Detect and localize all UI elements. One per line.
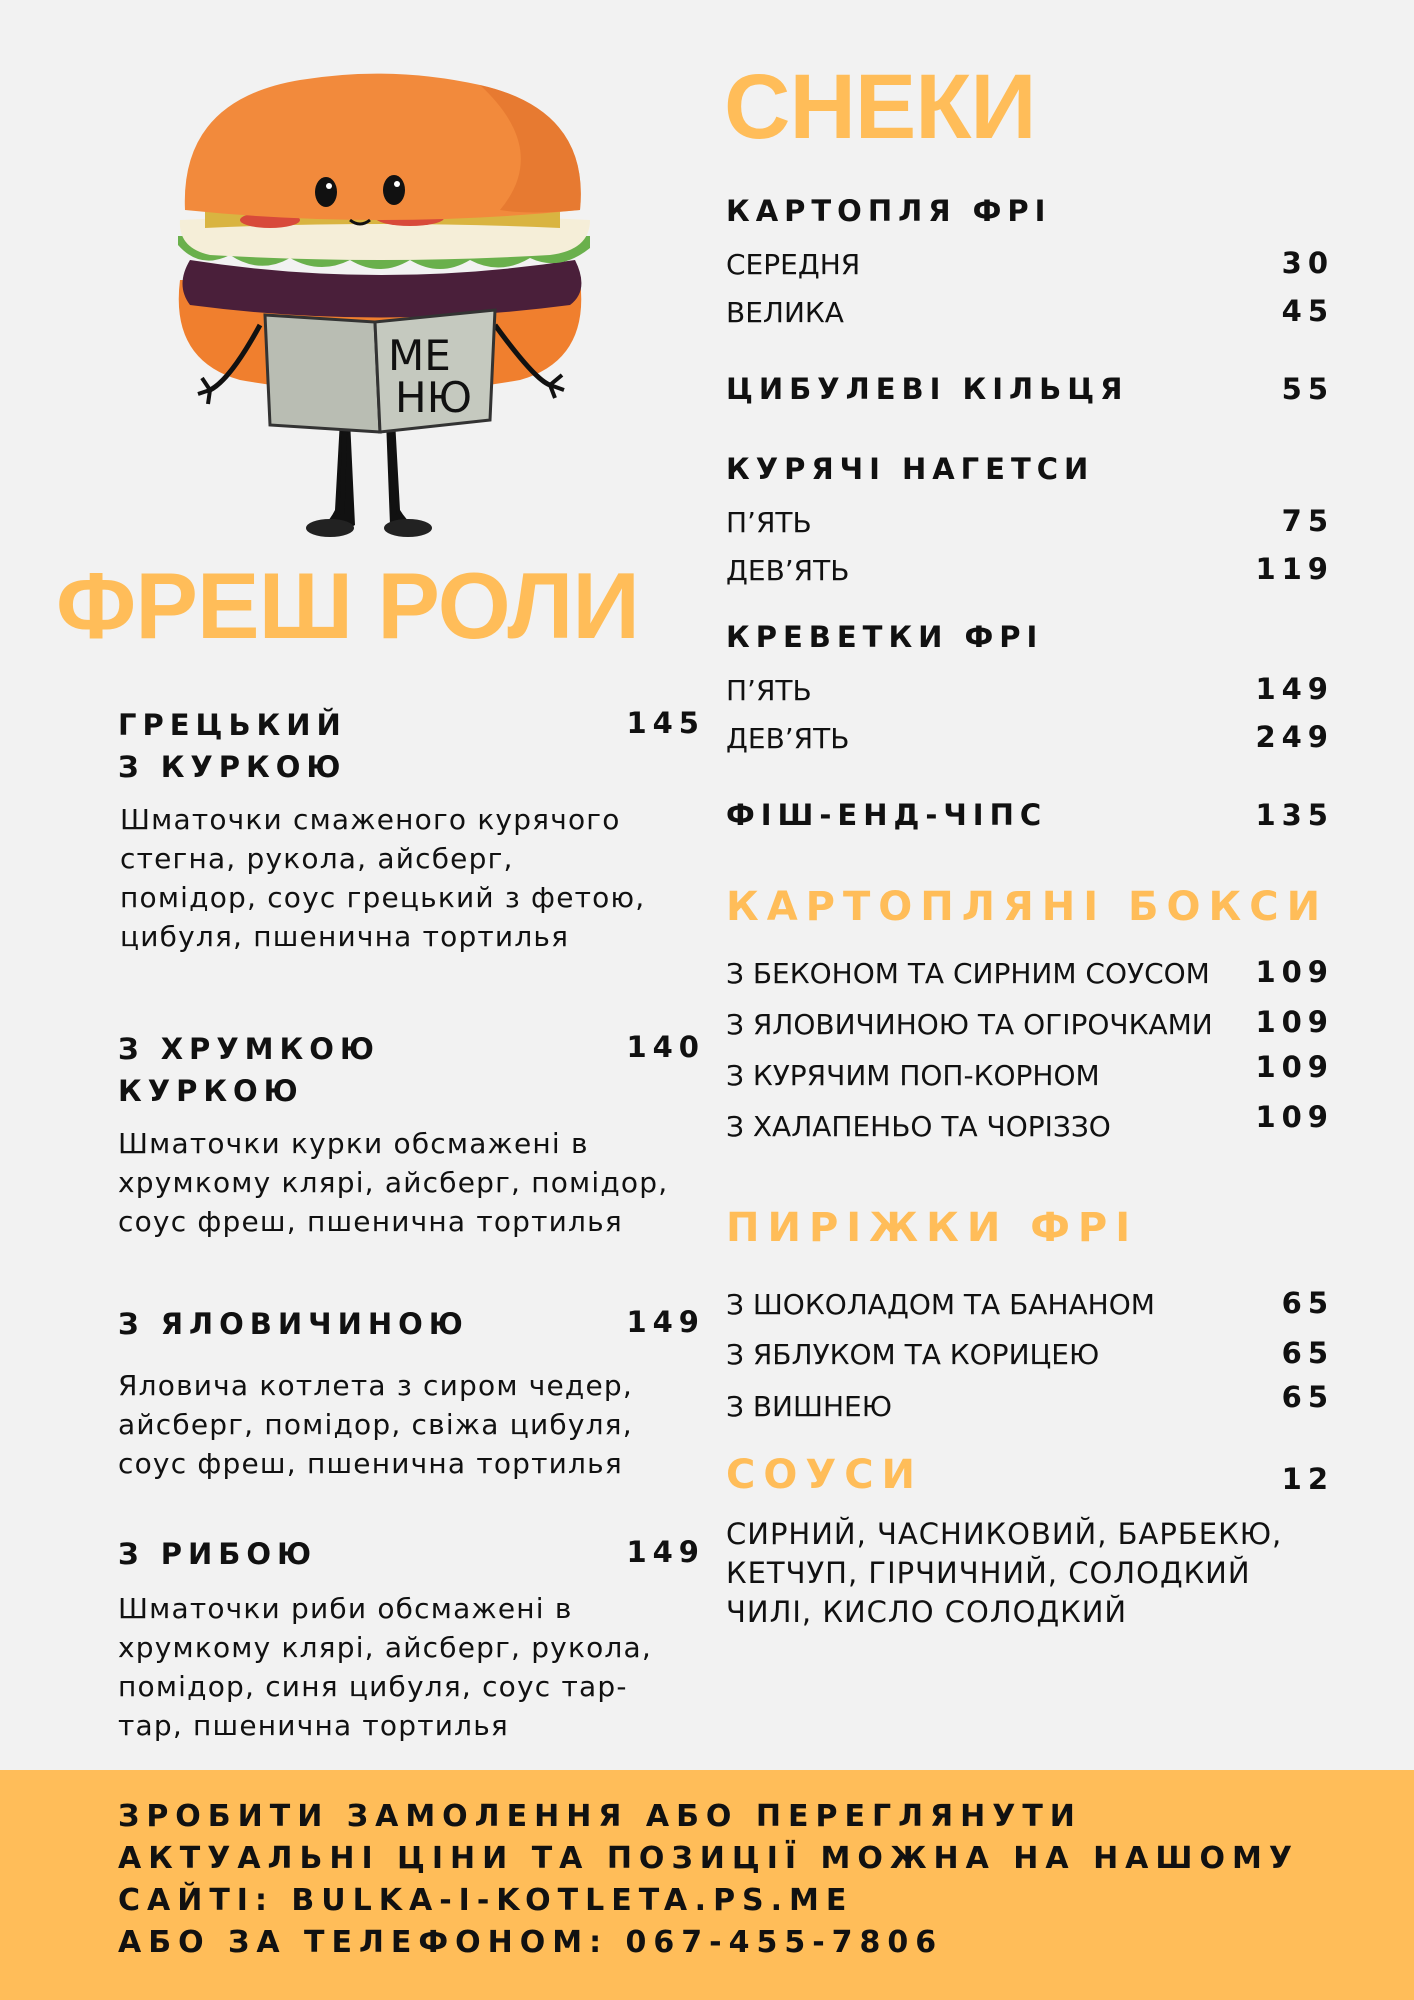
roll-price: 149	[626, 1305, 705, 1339]
shrimp-heading: КРЕВЕТКИ ФРІ	[726, 620, 1044, 654]
nuggets-five-label: П’ЯТЬ	[726, 506, 812, 539]
onion-rings-price: 55	[1281, 372, 1334, 406]
roll-description-line: айсберг, помідор, свіжа цибуля,	[118, 1408, 633, 1441]
pie-item-name: З ЯБЛУКОМ ТА КОРИЦЕЮ	[726, 1338, 1100, 1371]
sauces-list-line: КЕТЧУП, ГІРЧИЧНИЙ, СОЛОДКИЙ	[726, 1556, 1251, 1590]
roll-name-line: З ХРУМКОЮ	[118, 1032, 380, 1066]
pie-item-name: З ВИШНЕЮ	[726, 1390, 892, 1423]
roll-description	[120, 800, 680, 956]
snacks-title: СНЕКИ	[724, 56, 1036, 158]
roll-name: З РИБОЮ	[118, 1537, 318, 1571]
nuggets-nine-price: 119	[1255, 552, 1334, 586]
sauces-list	[726, 1515, 1326, 1632]
roll-description-line: соус фреш, пшенична тортилья	[118, 1447, 623, 1480]
potato-box-item-name: З БЕКОНОМ ТА СИРНИМ СОУСОМ	[726, 957, 1210, 990]
roll-name: З ЯЛОВИЧИНОЮ	[118, 1307, 469, 1341]
potato-box-item-name: З ХАЛАПЕНЬО ТА ЧОРІЗЗО	[726, 1110, 1111, 1143]
roll-description-line: Шматочки риби обсмажені в	[118, 1592, 573, 1625]
roll-description-line: Яловича котлета з сиром чедер,	[118, 1369, 633, 1402]
footer-website: САЙТІ: BULKA-I-KOTLETA.PS.ME	[118, 1883, 854, 1918]
roll-description-line: помідор, соус грецький з фетою,	[120, 881, 646, 914]
potato-box-item-name: З ЯЛОВИЧИНОЮ ТА ОГІРОЧКАМИ	[726, 1008, 1213, 1041]
potato-box-item-price: 109	[1255, 955, 1334, 989]
burger-mascot-illustration	[150, 60, 620, 560]
fries-medium-price: 30	[1281, 246, 1334, 280]
potato-box-item-price: 109	[1255, 1050, 1334, 1084]
footer-line: ЗРОБИТИ ЗАМОЛЕННЯ АБО ПЕРЕГЛЯНУТИ	[118, 1799, 1082, 1834]
roll-description	[118, 1366, 678, 1483]
shrimp-nine-label: ДЕВ’ЯТЬ	[726, 722, 850, 755]
fish-chips-heading: ФІШ-ЕНД-ЧІПС	[726, 798, 1048, 832]
roll-description-line: Шматочки курки обсмажені в	[118, 1127, 589, 1160]
roll-description-line: хрумкому клярі, айсберг, рукола,	[118, 1631, 652, 1664]
potato-box-item-price: 109	[1255, 1100, 1334, 1134]
fresh-rolls-title: ФРЕШ РОЛИ	[56, 553, 639, 658]
roll-description	[118, 1589, 678, 1745]
menu-sign-text-1: МЕ	[388, 331, 451, 380]
pie-item-price: 65	[1281, 1286, 1334, 1320]
roll-description	[118, 1124, 678, 1241]
sauces-title: СОУСИ	[726, 1452, 924, 1498]
fries-medium-label: СЕРЕДНЯ	[726, 248, 861, 281]
nuggets-nine-label: ДЕВ’ЯТЬ	[726, 554, 850, 587]
fries-large-label: ВЕЛИКА	[726, 296, 844, 329]
roll-price: 149	[626, 1535, 705, 1569]
potato-box-item-name: З КУРЯЧИМ ПОП-КОРНОМ	[726, 1059, 1100, 1092]
pie-item-name: З ШОКОЛАДОМ ТА БАНАНОМ	[726, 1288, 1155, 1321]
roll-name-line: ГРЕЦЬКИЙ	[118, 708, 347, 742]
onion-rings-heading: ЦИБУЛЕВІ КІЛЬЦЯ	[726, 372, 1129, 406]
pie-item-price: 65	[1281, 1336, 1334, 1370]
sauces-list-line: ЧИЛІ, КИСЛО СОЛОДКИЙ	[726, 1595, 1128, 1629]
footer-line: АКТУАЛЬНІ ЦІНИ ТА ПОЗИЦІЇ МОЖНА НА НАШОМУ	[118, 1841, 1299, 1876]
roll-description-line: хрумкому клярі, айсберг, помідор,	[118, 1166, 669, 1199]
menu-sign-text-2: НЮ	[395, 373, 472, 422]
roll-name-line: З КУРКОЮ	[118, 750, 347, 784]
fries-large-price: 45	[1281, 294, 1334, 328]
sauces-list-line: СИРНИЙ, ЧАСНИКОВИЙ, БАРБЕКЮ,	[726, 1517, 1283, 1551]
sauces-price: 12	[1281, 1462, 1334, 1496]
roll-description-line: Шматочки смаженого курячого	[120, 803, 621, 836]
nuggets-five-price: 75	[1281, 504, 1334, 538]
footer-phone: АБО ЗА ТЕЛЕФОНОМ: 067-455-7806	[118, 1925, 944, 1960]
fries-heading: КАРТОПЛЯ ФРІ	[726, 194, 1052, 228]
shrimp-nine-price: 249	[1255, 720, 1334, 754]
nuggets-heading: КУРЯЧІ НАГЕТСИ	[726, 452, 1095, 486]
roll-name	[118, 1028, 380, 1112]
pies-title: ПИРІЖКИ ФРІ	[726, 1205, 1139, 1251]
roll-price: 145	[626, 706, 705, 740]
pie-item-price: 65	[1281, 1380, 1334, 1414]
roll-name-line: КУРКОЮ	[118, 1074, 304, 1108]
roll-name	[118, 704, 347, 788]
roll-description-line: тар, пшенична тортилья	[118, 1709, 509, 1742]
roll-description-line: соус фреш, пшенична тортилья	[118, 1205, 623, 1238]
roll-description-line: помідор, синя цибуля, соус тар-	[118, 1670, 628, 1703]
footer-text	[118, 1796, 1368, 1964]
roll-description-line: стегна, рукола, айсберг,	[120, 842, 514, 875]
potato-boxes-title: КАРТОПЛЯНІ БОКСИ	[726, 884, 1329, 930]
roll-description-line: цибуля, пшенична тортилья	[120, 920, 570, 953]
potato-box-item-price: 109	[1255, 1005, 1334, 1039]
roll-price: 140	[626, 1030, 705, 1064]
shrimp-five-price: 149	[1255, 672, 1334, 706]
shrimp-five-label: П’ЯТЬ	[726, 674, 812, 707]
fish-chips-price: 135	[1255, 798, 1334, 832]
